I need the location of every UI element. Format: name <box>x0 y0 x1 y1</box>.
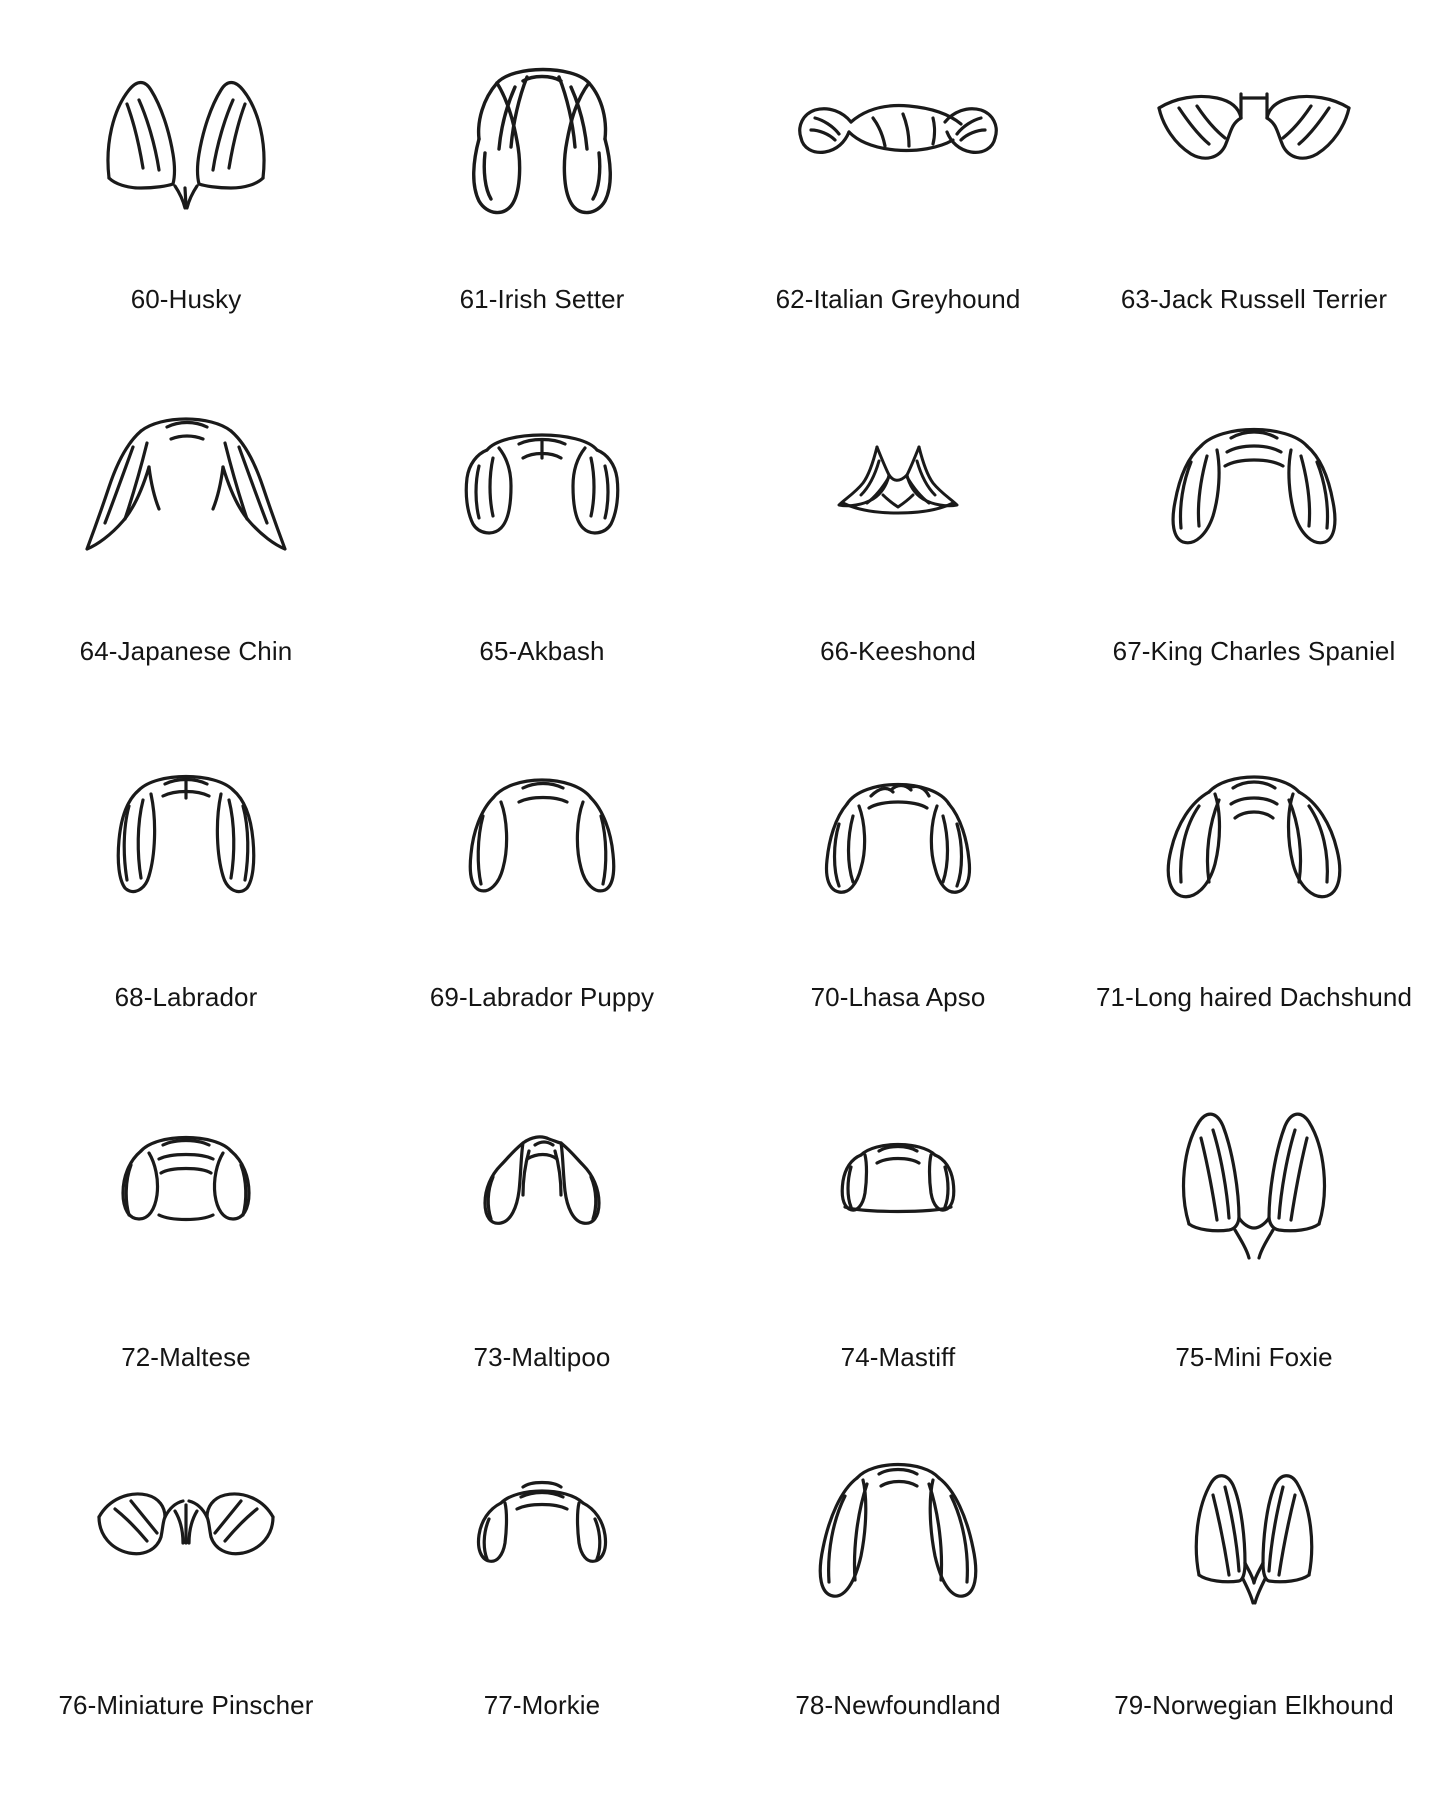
ear-shape-caption: 75-Mini Foxie <box>1175 1342 1333 1372</box>
dog-ears-akbash-icon <box>364 366 720 606</box>
ear-shape-caption: 61-Irish Setter <box>459 284 625 314</box>
dog-ears-lhasa-apso-icon <box>720 714 1076 954</box>
ear-shape-caption: 71-Long haired Dachshund <box>1095 982 1413 1012</box>
ear-shape-caption: 64-Japanese Chin <box>79 636 293 666</box>
ear-shape-item <box>364 1410 720 1758</box>
ear-shape-item <box>8 18 364 366</box>
ear-shape-item <box>720 1410 1076 1758</box>
dog-ears-jack-russell-terrier-icon <box>1076 18 1432 258</box>
ear-shape-item <box>8 1410 364 1758</box>
ear-shape-caption: 69-Labrador Puppy <box>429 982 655 1012</box>
ear-shape-item <box>364 1062 720 1410</box>
ear-shape-item <box>1076 714 1432 1062</box>
ear-shape-caption: 77-Morkie <box>483 1690 601 1720</box>
ear-shape-item <box>8 714 364 1062</box>
ear-shape-caption: 68-Labrador <box>114 982 258 1012</box>
ear-shape-item <box>1076 366 1432 714</box>
ear-shape-item <box>364 18 720 366</box>
ear-shape-caption: 74-Mastiff <box>840 1342 956 1372</box>
ear-shape-caption: 66-Keeshond <box>820 636 976 666</box>
ear-shape-caption: 78-Newfoundland <box>795 1690 1001 1720</box>
ear-shape-item <box>1076 18 1432 366</box>
ear-shape-caption: 65-Akbash <box>479 636 605 666</box>
ear-shape-caption: 67-King Charles Spaniel <box>1112 636 1396 666</box>
ear-shape-caption: 60-Husky <box>130 284 242 314</box>
ear-shape-item <box>364 714 720 1062</box>
dog-ears-mini-foxie-icon <box>1076 1062 1432 1302</box>
dog-ears-labrador-icon <box>8 714 364 954</box>
dog-ears-husky-icon <box>8 18 364 258</box>
dog-ears-long-haired-dachshund-icon <box>1076 714 1432 954</box>
ear-shape-item <box>364 366 720 714</box>
ear-shape-caption: 62-Italian Greyhound <box>775 284 1021 314</box>
dog-ears-mastiff-icon <box>720 1062 1076 1302</box>
ear-shape-caption: 72-Maltese <box>121 1342 251 1372</box>
dog-ears-miniature-pinscher-icon <box>8 1410 364 1650</box>
ear-shape-caption: 79-Norwegian Elkhound <box>1114 1690 1394 1720</box>
dog-ears-maltese-icon <box>8 1062 364 1302</box>
ear-shape-item <box>1076 1410 1432 1758</box>
dog-ears-morkie-icon <box>364 1410 720 1650</box>
ear-shape-item <box>8 366 364 714</box>
dog-ears-irish-setter-icon <box>364 18 720 258</box>
dog-ears-labrador-puppy-icon <box>364 714 720 954</box>
dog-ears-japanese-chin-icon <box>8 366 364 606</box>
dog-ears-keeshond-icon <box>720 366 1076 606</box>
dog-ears-italian-greyhound-icon <box>720 18 1076 258</box>
dog-ears-newfoundland-icon <box>720 1410 1076 1650</box>
ear-shape-item <box>720 714 1076 1062</box>
ear-shape-item <box>720 366 1076 714</box>
ear-shape-item <box>720 18 1076 366</box>
dog-ears-king-charles-spaniel-icon <box>1076 366 1432 606</box>
ear-shape-caption: 63-Jack Russell Terrier <box>1120 284 1388 314</box>
ear-shape-caption: 76-Miniature Pinscher <box>58 1690 314 1720</box>
ear-shape-item <box>1076 1062 1432 1410</box>
dog-ears-maltipoo-icon <box>364 1062 720 1302</box>
ear-shape-item <box>720 1062 1076 1410</box>
ear-shape-caption: 70-Lhasa Apso <box>810 982 986 1012</box>
dog-ears-norwegian-elkhound-icon <box>1076 1410 1432 1650</box>
ear-shape-item <box>8 1062 364 1410</box>
ear-shape-caption: 73-Maltipoo <box>473 1342 611 1372</box>
